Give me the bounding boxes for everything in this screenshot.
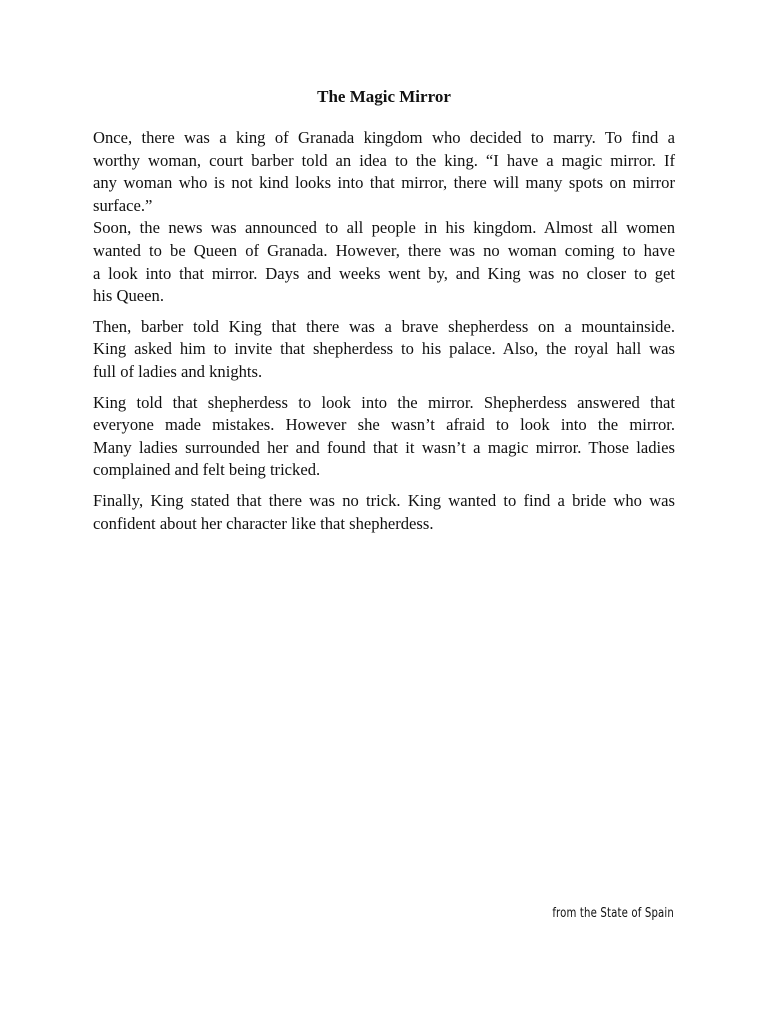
paragraph-1 xyxy=(93,127,675,217)
paragraph-3 xyxy=(93,316,675,384)
text-line: confident about her character like that shepherdess. xyxy=(93,513,434,533)
text-line: any woman who is not kind looks into that mirror, there will many spots on mirror xyxy=(93,173,675,193)
text-line: King told that shepherdess to look into the mirror. Shepherdess answered that xyxy=(93,392,675,412)
text-line: a look into that mirror. Days and weeks went by, and King was no closer to get xyxy=(93,263,675,283)
paragraph-2 xyxy=(93,217,675,307)
text-line: Once, there was a king of Granada kingdom who decided to marry. To find a xyxy=(93,128,675,147)
text-line: full of ladies and knights. xyxy=(93,361,263,381)
text-line: complained and felt being tricked. xyxy=(93,460,321,480)
paragraph-5 xyxy=(93,490,675,535)
text-line: Then, barber told King that there was a brave shepherdess on a mountainside. xyxy=(93,316,675,336)
text-line: Soon, the news was announced to all people in his kingdom. Almost all women xyxy=(93,218,675,238)
text-line: Finally, King stated that there was no trick. King wanted to find a bride who was xyxy=(93,490,675,510)
text-line: surface.” xyxy=(93,195,153,215)
text-line: worthy woman, court barber told an idea to the king. “I have a magic mirror. If xyxy=(93,150,675,170)
text-line: Many ladies surrounded her and found that it wasn’t a magic mirror. Those ladies xyxy=(93,437,675,457)
story-body xyxy=(93,127,675,543)
source-attribution: from the State of Spain xyxy=(552,906,674,921)
paragraph-4 xyxy=(93,392,675,482)
document-title: The Magic Mirror xyxy=(317,87,451,106)
text-line: his Queen. xyxy=(93,286,164,306)
text-line: wanted to be Queen of Granada. However, there was no woman coming to have xyxy=(93,240,675,260)
text-line: everyone made mistakes. However she wasn’t afraid to look into the mirror. xyxy=(93,415,675,435)
text-line: King asked him to invite that shepherdess to his palace. Also, the royal hall was xyxy=(93,339,675,359)
